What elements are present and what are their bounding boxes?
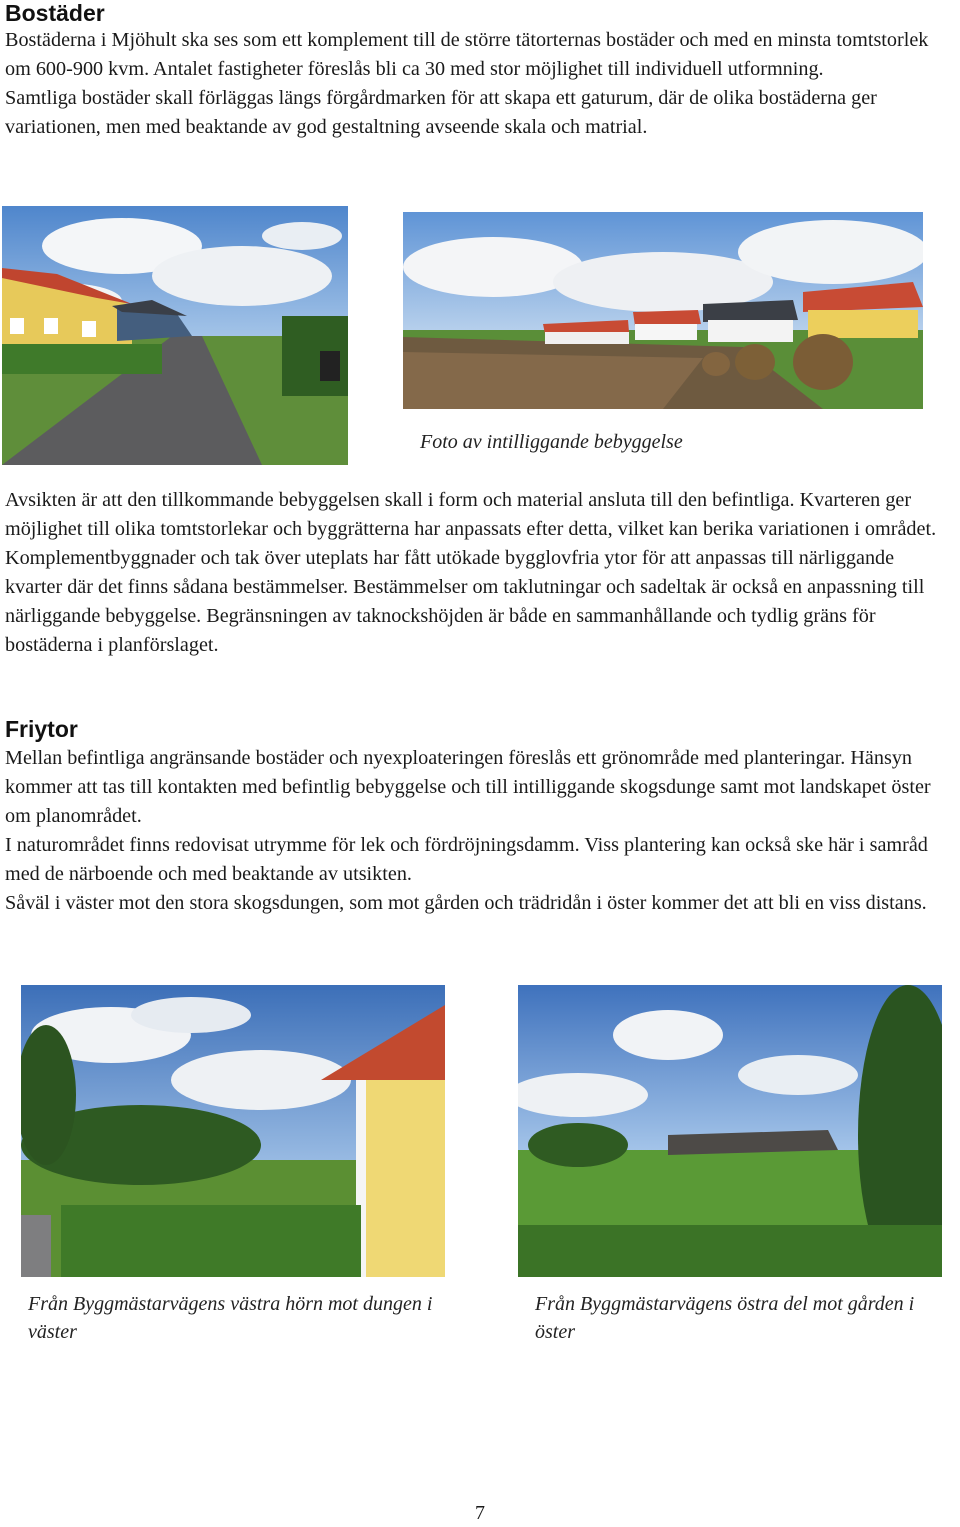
page-number: 7 <box>475 1502 485 1524</box>
heading-friytor: Friytor <box>5 716 78 742</box>
photo-caption-bebyggelse: Foto av intilliggande bebyggelse <box>420 431 683 453</box>
bostader-intro <box>5 26 955 142</box>
photo-street <box>2 206 348 465</box>
bostader-paragraph-1: Bostäderna i Mjöhult ska ses som ett komplement till de större tätorternas bostäder och med en minsta tomtstorlek om 600-900 kvm. Antalet fastigheter föreslås bli ca 30 med stor möjlighet till individuell utformning. <box>5 29 929 80</box>
friytor-paragraph-3: Såväl i väster mot den stora skogsdungen, som mot gården och trädridån i öster kommer det att bli en viss distans. <box>5 892 927 914</box>
photo-east-farm <box>518 985 942 1277</box>
photo-houses-field <box>403 212 923 409</box>
photo-west-corner <box>21 985 445 1277</box>
bostader-after-photos <box>5 486 955 660</box>
heading-bostader: Bostäder <box>5 0 105 26</box>
friytor-paragraph-1: Mellan befintliga angränsande bostäder och nyexploateringen föreslås ett grönområde med planteringar. Hänsyn kommer att tas till kontakten med befintlig bebyggelse och till intilliggande skogsdunge samt mot landskapet öster om planområdet. <box>5 747 931 827</box>
friytor-text <box>5 744 955 918</box>
photo-caption-east: Från Byggmästarvägens östra del mot gården i öster <box>535 1293 915 1343</box>
bostader-paragraph-3: Avsikten är att den tillkommande bebyggelsen skall i form och material ansluta till den befintliga. Kvarteren ger möjlighet till olika tomtstorlekar och byggrätterna har anpassats efter detta, vilket kan berika variationen i området. Komplementbyggnader och tak över uteplats har fått utökade bygglovfria ytor för att anpassas till närliggande kvarter där det finns sådana bestämmelser. Bestämmelser om taklutningar och sadeltak är också en anpassning till närliggande bebyggelse. Begränsningen av taknockshöjden är både en sammanhållande och tydlig gräns för bostäderna i planförslaget. <box>5 489 937 656</box>
friytor-paragraph-2: I naturområdet finns redovisat utrymme för lek och fördröjningsdamm. Viss plantering kan också ske här i samråd med de närboende och med beaktande av utsikten. <box>5 834 928 885</box>
photo-caption-west: Från Byggmästarvägens västra hörn mot dungen i väster <box>28 1293 433 1343</box>
bostader-paragraph-2: Samtliga bostäder skall förläggas längs förgårdmarken för att skapa ett gaturum, där de olika bostäderna ger variationen, men med beaktande av god gestaltning avseende skala och matrial. <box>5 87 877 138</box>
